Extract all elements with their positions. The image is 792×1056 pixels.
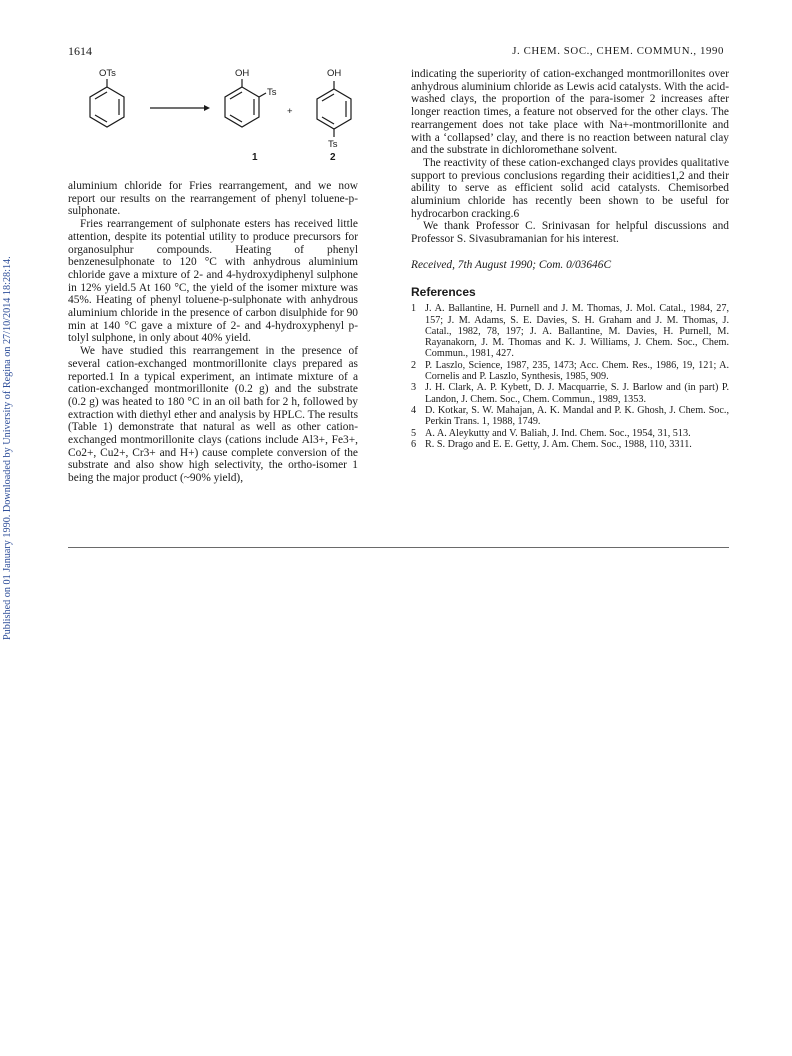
product-1-oh-label: OH [235, 68, 250, 79]
product-1-ts-label: Ts [267, 87, 277, 98]
reference-text: P. Laszlo, Science, 1987, 235, 1473; Acc. Chem. Res., 1986, 19, 121; A. Cornelis and P. Laszlo, Synthesis, 1985, 909. [425, 359, 729, 383]
reference-number: 5 [411, 427, 417, 439]
left-paragraph-1: aluminium chloride for Fries rearrangement, and we now report our results on the rearrangement of phenyl toluene-p-sulphonate. [68, 180, 358, 218]
references-heading: References [411, 284, 476, 299]
reference-text: D. Kotkar, S. W. Mahajan, A. K. Mandal and P. K. Ghosh, J. Chem. Soc., Perkin Trans. 1, 1988, 1749. [425, 404, 729, 428]
journal-running-header: J. CHEM. SOC., CHEM. COMMUN., 1990 [512, 45, 724, 57]
right-paragraph-3: We thank Professor C. Srinivasan for helpful discussions and Professor S. Sivasubramanian for his interest. [411, 220, 729, 246]
reference-text: J. A. Ballantine, H. Purnell and J. M. Thomas, J. Mol. Catal., 1984, 27, 157; J. M. Adams, S. E. Davies, S. H. Graham and J. M. Thomas, J. Catal., 1982, 78, 197; J. A. Ballantine, M. Davies, H. Purnell, M. Rayanakorn, J. M. Thomas and K. J. Williams, J. Chem. Soc., Chem. Commun., 1981, 427. [425, 303, 729, 360]
product-2-ts-label: Ts [328, 139, 338, 150]
reference-text: A. A. Aleykutty and V. Baliah, J. Ind. Chem. Soc., 1954, 31, 513. [425, 427, 691, 439]
right-column [411, 68, 729, 450]
reference-item [411, 439, 729, 450]
reference-item [411, 382, 729, 405]
received-date: Received, 7th August 1990; Com. 0/03646C [411, 258, 612, 271]
download-note-text: Published on 01 January 1990. Downloaded by University of Regina on 27/10/2014 18:28:14. [2, 256, 13, 640]
reference-number: 2 [411, 359, 417, 371]
product-2-oh-label: OH [327, 68, 342, 79]
reference-item [411, 360, 729, 383]
page-number: 1614 [68, 44, 92, 58]
reference-number: 4 [411, 404, 417, 416]
reaction-scheme [70, 62, 402, 168]
reference-item [411, 405, 729, 428]
compound-2-number: 2 [330, 152, 336, 163]
reference-number: 3 [411, 382, 417, 394]
reference-list [411, 303, 729, 450]
reference-item [411, 428, 729, 439]
reference-text: R. S. Drago and E. E. Getty, J. Am. Chem. Soc., 1988, 110, 3311. [425, 438, 692, 450]
reference-text: J. H. Clark, A. P. Kybett, D. J. Macquarrie, S. J. Barlow and (in part) P. Landon, J. Chem. Soc., Chem. Commun., 1989, 1353. [425, 382, 729, 405]
download-sidebar-note [0, 0, 18, 640]
left-column [68, 180, 358, 485]
left-paragraph-3: We have studied this rearrangement in the presence of several cation-exchanged montmorillonite clays prepared as reported.1 In a typical experiment, an intimate mixture of a cation-exchanged montmorillonite (0.2 g) and the substrate (0.2 g) was heated to 180 °C in an oil bath for 2 h, followed by extraction with diethyl ether and analysis by HPLC. The results (Table 1) demonstrate that natural as well as other cation-exchanged montmorillonite clays (cations include Al3+, Fe3+, Co2+, Cu2+, Cr3+ and H+) cause complete conversion of the substrate and also show high selectivity, the ortho-isomer 1 being the major product (~90% yield), [68, 345, 358, 485]
plus-sign: + [287, 106, 293, 117]
right-paragraph-2: The reactivity of these cation-exchanged clays provides qualitative support to previous conclusions regarding their acidities1,2 and their ability to serve as efficient solid acid catalysts. Chemisorbed aluminium chloride has recently been shown to be useful for hydrocarbon cracking.6 [411, 156, 729, 220]
substrate-ots-label: OTs [99, 68, 116, 79]
compound-1-number: 1 [252, 152, 258, 163]
reference-number: 1 [411, 303, 417, 315]
page-bottom-rule [68, 547, 729, 548]
reference-number: 6 [411, 438, 417, 450]
left-paragraph-2: Fries rearrangement of sulphonate esters has received little attention, despite its potential utility to produce precursors for organosulphur compounds. Heating of phenyl benzenesulphonate to 120 °C with anhydrous aluminium chloride gave a mixture of 2- and 4-hydroxydiphenyl sulphone in 12% yield.5 At 160 °C, the yield of the isomer mixture was 45%. Heating of phenyl toluene-p-sulphonate with anhydrous aluminium chloride in the presence of carbon disulphide for 90 min at 140 °C gave a mixture of 2- and 4-hydroxyphenyl p-tolyl sulphone, in only about 40% yield. [68, 218, 358, 345]
reference-item [411, 303, 729, 359]
right-paragraph-1: indicating the superiority of cation-exchanged montmorillonites over anhydrous aluminium chloride as Lewis acid catalysts. With the acid-washed clays, the proportion of the para-isomer 2 increases after longer reaction times, a feature not observed for the other clays. The rearrangement does not take place with Na+-montmorillonite and with a ‘collapsed’ clay, and there is no reaction between natural clay and the substrate in dichloromethane solvent. [411, 68, 729, 157]
